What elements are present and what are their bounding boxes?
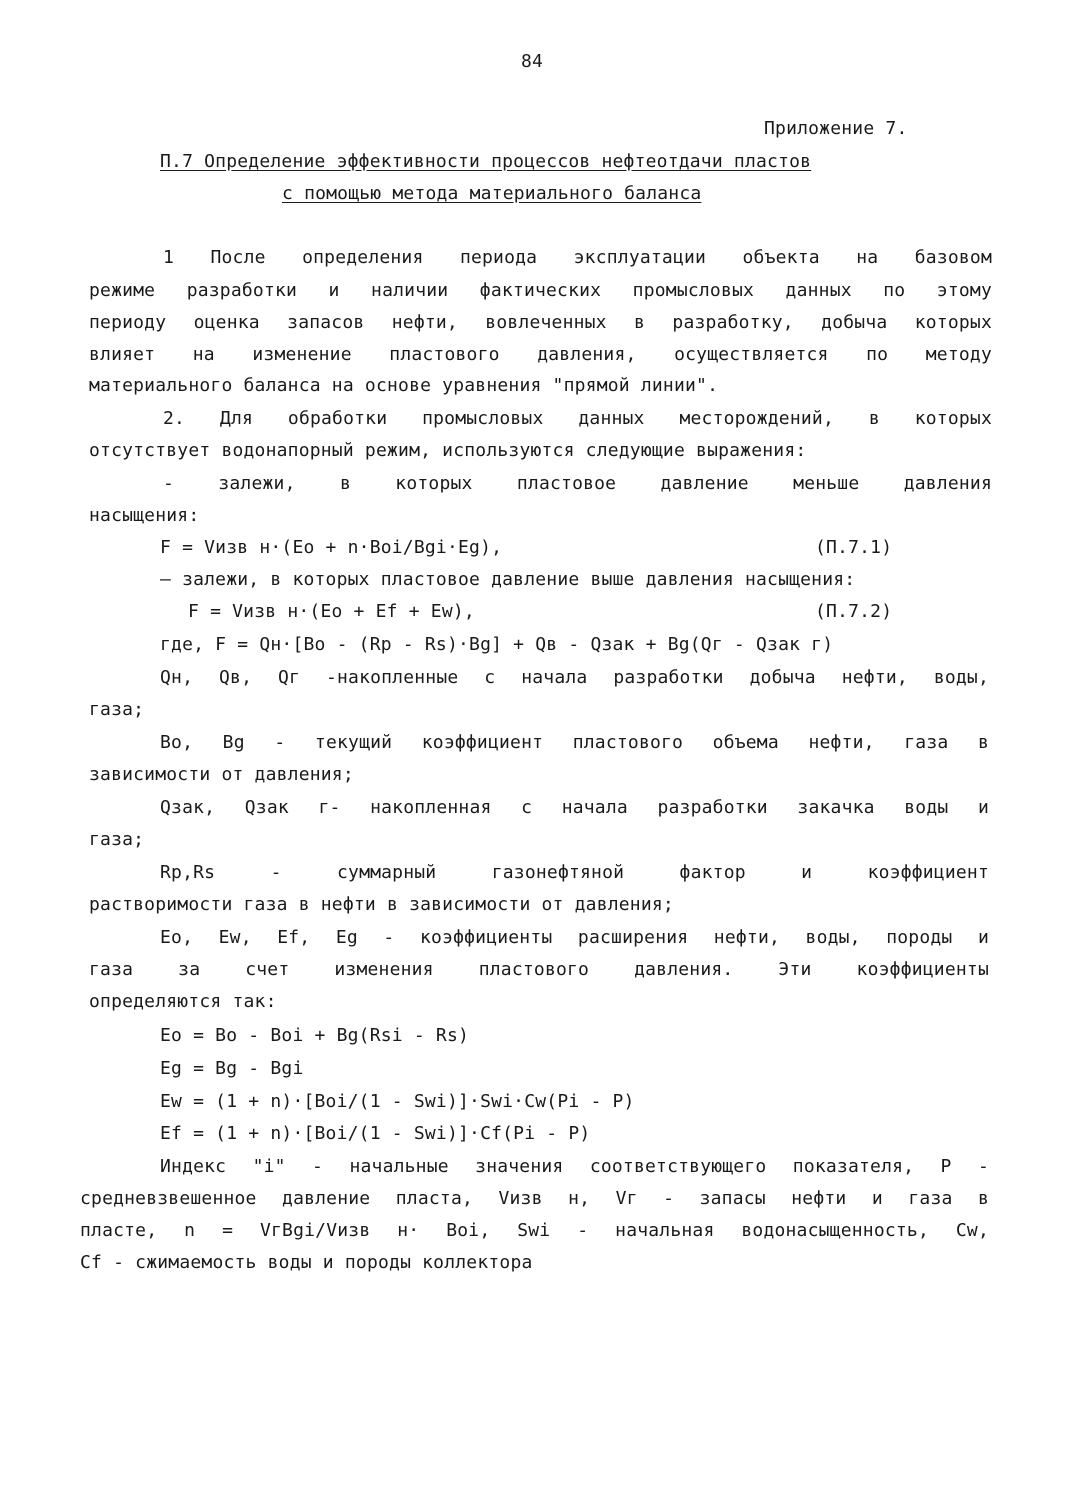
formula-eo: Eo = Bo - Boi + Bg(Rsi - Rs) — [160, 1025, 470, 1046]
body-line: материального баланса на основе уравнения "прямой линии". — [89, 375, 719, 396]
body-line: Rp,Rs - суммарный газонефтяной фактор и коэффициент — [160, 862, 989, 883]
body-line: влияет на изменение пластового давления, осуществляется по методу — [89, 344, 992, 365]
body-line: Eo, Ew, Ef, Eg - коэффициенты расширения нефти, воды, породы и — [160, 927, 989, 948]
body-line: Qзак, Qзак г- накопленная с начала разработки закачка воды и — [160, 797, 989, 818]
body-line: 1 После определения периода эксплуатации объекта на базовом — [163, 247, 992, 268]
body-line: Bo, Bg - текущий коэффициент пластового объема нефти, газа в — [160, 732, 989, 753]
formula-ew: Ew = (1 + n)·[Boi/(1 - Swi)]·Swi·Cw(Pi - P) — [160, 1091, 635, 1112]
page-number: 84 — [521, 51, 544, 72]
formula-number: (П.7.1) — [815, 537, 893, 558]
body-line: - залежи, в которых пластовое давление меньше давления — [163, 473, 992, 494]
body-line: насыщения: — [89, 505, 200, 526]
body-line: Cf - сжимаемость воды и породы коллектора — [80, 1252, 533, 1273]
body-line: отсутствует водонапорный режим, используются следующие выражения: — [89, 440, 807, 461]
section-title-line-1: П.7 Определение эффективности процессов нефтеотдачи пластов — [160, 151, 812, 172]
appendix-label: Приложение 7. — [764, 118, 908, 139]
body-line: растворимости газа в нефти в зависимости от давления; — [89, 894, 674, 915]
section-title-line-2: с помощью метода материального баланса — [282, 183, 702, 204]
formula-p7-2: F = Vизв н·(Eo + Ef + Ew), — [188, 601, 475, 622]
body-line: периоду оценка запасов нефти, вовлеченных в разработку, добыча которых — [89, 312, 992, 333]
body-line: средневзвешенное давление пласта, Vизв н, Vг - запасы нефти и газа в — [80, 1188, 989, 1209]
formula-eg: Eg = Bg - Bgi — [160, 1058, 304, 1079]
formula-number: (П.7.2) — [815, 601, 893, 622]
formula-f-definition: где, F = Qн·[Bo - (Rp - Rs)·Bg] + Qв - Qзак + Bg(Qг - Qзак г) — [160, 634, 834, 655]
body-line: режиме разработки и наличии фактических промысловых данных по этому — [89, 280, 992, 301]
body-line: пласте, n = VгBgi/Vизв н· Boi, Swi - начальная водонасыщенность, Cw, — [80, 1220, 989, 1241]
body-line: газа за счет изменения пластового давления. Эти коэффициенты — [89, 959, 989, 980]
body-line: газа; — [89, 699, 145, 720]
body-line: газа; — [89, 829, 145, 850]
formula-ef: Ef = (1 + n)·[Boi/(1 - Swi)]·Cf(Pi - P) — [160, 1123, 591, 1144]
body-line: зависимости от давления; — [89, 764, 354, 785]
body-line: – залежи, в которых пластовое давление выше давления насыщения: — [160, 569, 856, 590]
body-line: 2. Для обработки промысловых данных месторождений, в которых — [163, 408, 992, 429]
body-line: Индекс "i" - начальные значения соответствующего показателя, P - — [160, 1156, 989, 1177]
body-line: Qн, Qв, Qг -накопленные с начала разработки добыча нефти, воды, — [160, 667, 989, 688]
body-line: определяются так: — [89, 991, 277, 1012]
formula-p7-1: F = Vизв н·(Eo + n·Boi/Bgi·Eg), — [160, 537, 503, 558]
